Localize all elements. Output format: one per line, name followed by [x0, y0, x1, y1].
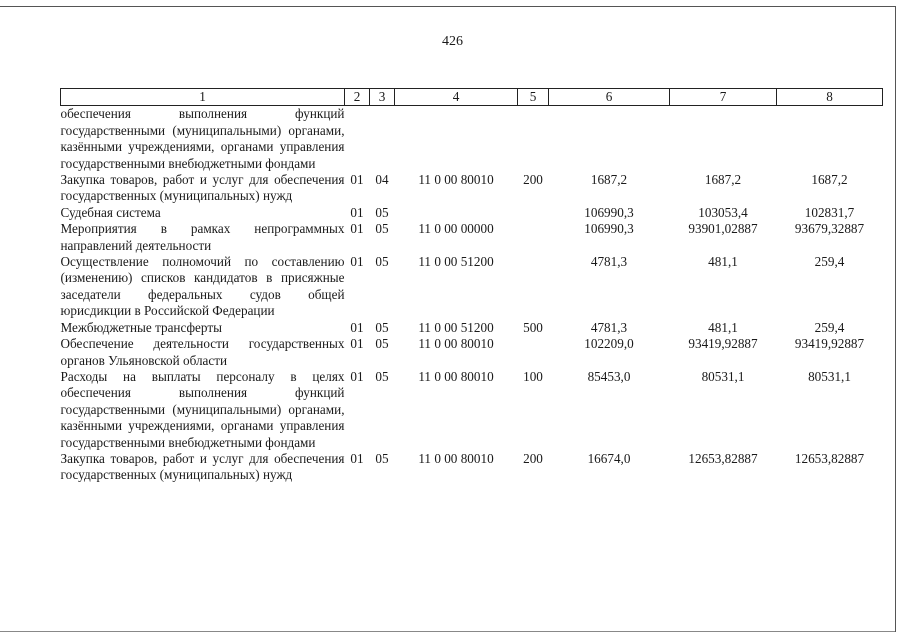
section-code: 01: [350, 336, 364, 352]
amount-col-6: 85453,0: [587, 368, 631, 384]
subsection-code: 05: [375, 368, 389, 384]
section-code: 01: [350, 221, 364, 237]
amount-col-7: 103053,4: [698, 204, 748, 220]
amount-col-8: 93419,92887: [794, 336, 865, 352]
expense-type-code: [518, 205, 549, 221]
amount-col-7: 80531,1: [701, 368, 745, 384]
expense-type-code: [518, 336, 549, 369]
subsection-code: 05: [375, 319, 389, 335]
column-header: 7: [670, 89, 777, 106]
table-row: [61, 320, 883, 336]
amount-col-6: 106990,3: [584, 221, 634, 237]
subsection-code: 05: [375, 204, 389, 220]
target-article-code: 11 0 00 80010: [418, 368, 494, 384]
expense-type-code: 500: [523, 319, 543, 335]
target-article-code: 11 0 00 51200: [418, 254, 494, 270]
row-description: обеспечения выполнения функций государственными (муниципальными) органами, казёнными учреждениями, органами управления государственными внебюджетными фондами: [60, 106, 345, 171]
page-border-right: [895, 6, 896, 632]
subsection-code: 04: [375, 172, 389, 188]
table-row: [61, 336, 883, 369]
row-description: Закупка товаров, работ и услуг для обеспечения государственных (муниципальных) нужд: [60, 172, 345, 204]
amount-col-7: 93419,92887: [688, 336, 758, 352]
row-description: Закупка товаров, работ и услуг для обеспечения государственных (муниципальных) нужд: [60, 450, 345, 483]
amount-col-7: 481,1: [708, 319, 738, 335]
table-row: [61, 369, 883, 451]
table-row: [61, 254, 883, 320]
target-article-code: 11 0 00 80010: [418, 336, 494, 352]
subsection-code: 05: [375, 336, 389, 352]
amount-col-8: 12653,82887: [794, 450, 865, 466]
amount-col-6: 106990,3: [584, 204, 634, 220]
amount-col-6: 1687,2: [590, 172, 628, 188]
table-body: [61, 106, 883, 484]
table-row: [61, 205, 883, 221]
amount-col-8: 259,4: [814, 254, 845, 270]
amount-col-8: 80531,1: [808, 368, 851, 384]
table-row: [61, 221, 883, 254]
row-description: Судебная система: [60, 204, 161, 220]
amount-col-7: 1687,2: [704, 172, 742, 188]
amount-col-6: 4781,3: [590, 319, 628, 335]
amount-col-8: 102831,7: [804, 204, 855, 220]
target-article-code: 11 0 00 80010: [418, 172, 494, 188]
row-description: Обеспечение деятельности государственных органов Ульяновской области: [60, 336, 345, 368]
target-article-code: 11 0 00 00000: [418, 221, 494, 237]
column-header: 2: [345, 89, 370, 106]
target-article-code: [395, 106, 518, 172]
row-description: Осуществление полномочий по составлению (изменению) списков кандидатов в присяжные заседатели федеральных судов общей юрисдикции в Российской Федерации: [60, 254, 345, 319]
row-description: Межбюджетные трансферты: [60, 319, 222, 335]
subsection-code: 05: [375, 450, 389, 466]
amount-col-7: 481,1: [708, 254, 738, 270]
amount-col-6: 102209,0: [584, 336, 634, 352]
amount-col-6: 4781,3: [590, 254, 628, 270]
section-code: 01: [350, 319, 364, 335]
section-code: 01: [350, 204, 364, 220]
column-header: 6: [549, 89, 670, 106]
amount-col-7: [670, 106, 777, 172]
row-description: Мероприятия в рамках непрограммных направлений деятельности: [60, 221, 345, 253]
column-header: 5: [518, 89, 549, 106]
expense-type-code: [518, 106, 549, 172]
column-header: 1: [61, 89, 345, 106]
table-row: [61, 451, 883, 484]
expense-type-code: [518, 254, 549, 320]
expense-type-code: 100: [523, 368, 543, 384]
amount-col-8: 1687,2: [811, 172, 848, 188]
target-article-code: 11 0 00 51200: [418, 319, 494, 335]
page-border-top: [0, 6, 895, 7]
column-header: 4: [395, 89, 518, 106]
section-code: [345, 106, 370, 172]
expense-type-code: [518, 221, 549, 254]
target-article-code: [395, 205, 518, 221]
page-number: 426: [442, 34, 463, 49]
section-code: 01: [350, 254, 364, 270]
subsection-code: 05: [375, 254, 389, 270]
subsection-code: [370, 106, 395, 172]
section-code: 01: [350, 368, 364, 384]
table-row: [61, 106, 883, 172]
amount-col-6: 16674,0: [587, 450, 631, 466]
column-header: 3: [370, 89, 395, 106]
section-code: 01: [350, 172, 364, 188]
amount-col-6: [549, 106, 670, 172]
expense-type-code: 200: [523, 172, 543, 188]
amount-col-8: 259,4: [814, 319, 845, 335]
subsection-code: 05: [375, 221, 389, 237]
amount-col-7: 93901,02887: [688, 221, 758, 237]
table-header-row: [61, 89, 883, 106]
budget-table: [60, 88, 883, 484]
table-row: [61, 172, 883, 205]
amount-col-8: [777, 106, 883, 172]
amount-col-7: 12653,82887: [688, 450, 758, 466]
row-description: Расходы на выплаты персоналу в целях обеспечения выполнения функций государственными (муниципальными) органами, казёнными учреждениями, органами управления государственными внебюджетными фондами: [60, 368, 345, 450]
amount-col-8: 93679,32887: [794, 221, 865, 237]
page-border-bottom: [0, 631, 895, 632]
expense-type-code: 200: [523, 450, 543, 466]
column-header: 8: [777, 89, 883, 106]
target-article-code: 11 0 00 80010: [418, 450, 494, 466]
section-code: 01: [350, 450, 364, 466]
